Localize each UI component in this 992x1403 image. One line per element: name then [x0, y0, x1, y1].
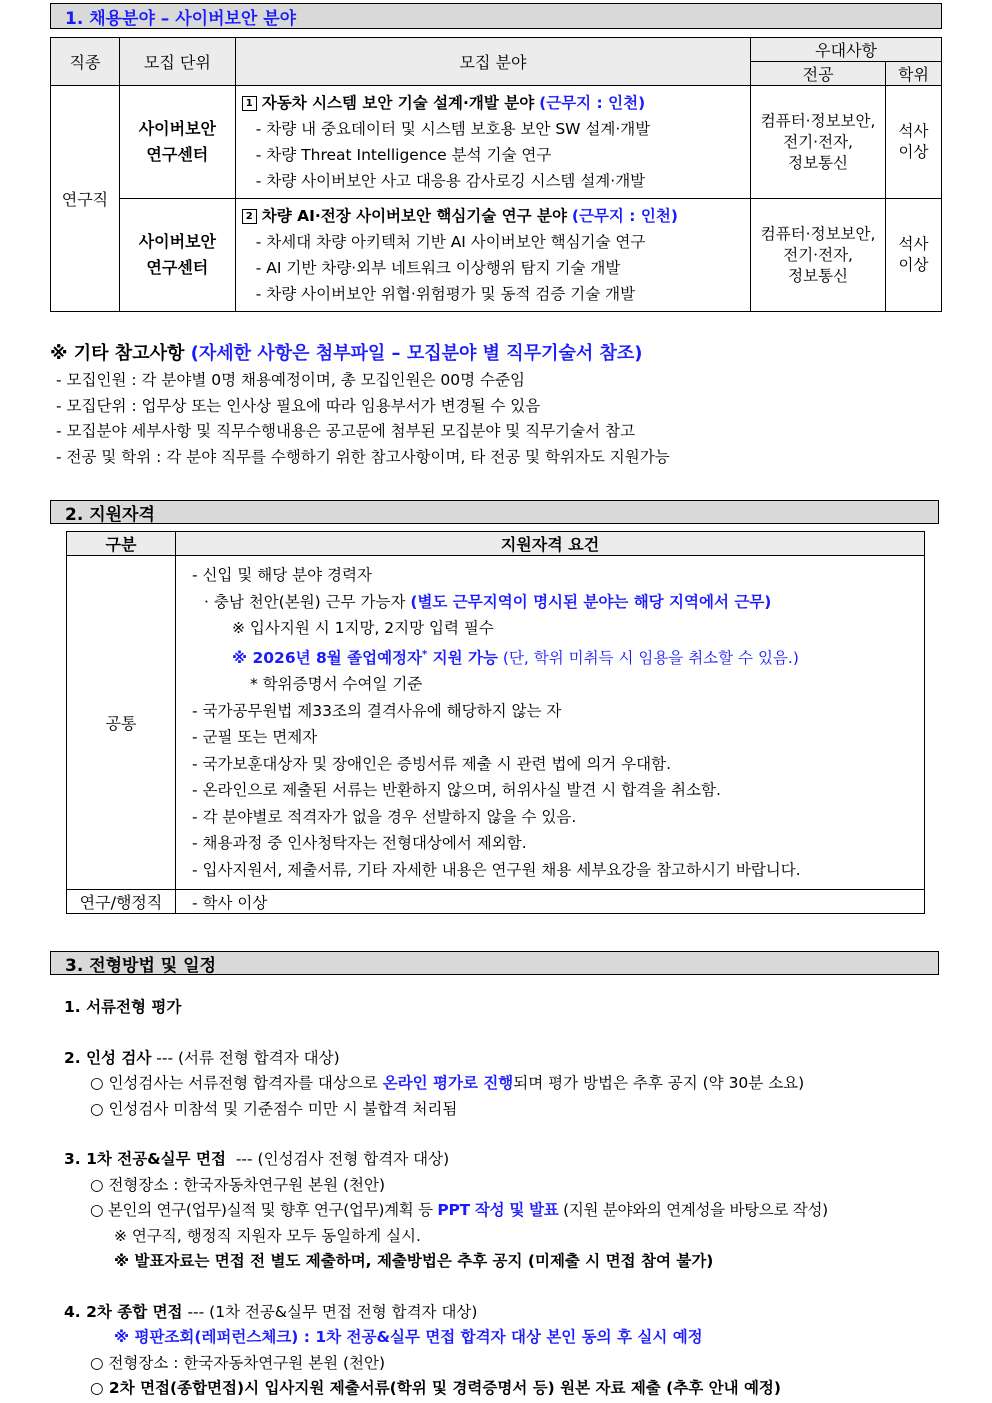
major-line: 전기·전자,: [783, 245, 853, 264]
req-line: [192, 589, 914, 616]
req-line: [192, 642, 914, 672]
step2-title: 2. 인성 검사: [64, 1048, 152, 1067]
unit-line: 사이버보안: [138, 119, 216, 138]
step-text-blue: 온라인 평가로 진행: [382, 1074, 514, 1092]
unit-line: 사이버보안: [138, 232, 216, 251]
req-line-text: · 충남 천안(본원) 근무 가능자: [204, 592, 406, 611]
step-text: ○ 본인의 연구(업무)실적 및 향후 연구(업무)계획 등: [90, 1201, 438, 1219]
step3-note-item: ※ 연구직, 행정직 지원자 모두 동일하게 실시.: [114, 1226, 421, 1245]
req-line: - 각 분야별로 적격자가 없을 경우 선발하지 않을 수 있음.: [192, 807, 577, 826]
step3-note-item: ※ 발표자료는 면접 전 별도 제출하며, 제출방법은 추후 공지 (미제출 시 면접 참여 불가): [114, 1252, 714, 1270]
header-major: 전공: [751, 62, 886, 86]
step4-note: --- (1차 전공&실무 면접 전형 합격자 대상): [182, 1302, 478, 1321]
step-text: (지원 분야와의 연계성을 바탕으로 작성): [558, 1201, 828, 1219]
degree-line: 석사: [898, 235, 929, 253]
step-text-blue: PPT 작성 및 발표: [437, 1201, 559, 1219]
list-item: - 전공 및 학위 : 각 분야 직무를 수행하기 위한 참고사항이며, 타 전공 및 학위자도 지원가능: [56, 447, 670, 466]
req-line: * 학위증명서 수여일 기준: [250, 675, 423, 694]
major-line: 컴퓨터·정보보안,: [760, 224, 876, 243]
unit-line: 연구센터: [146, 258, 209, 277]
req-line: - 국가공무원법 제33조의 결격사유에 해당하지 않는 자: [192, 701, 562, 720]
recruitment-table: [50, 37, 942, 312]
field-item: - 차량 내 중요데이터 및 시스템 보호용 보안 SW 설계·개발: [255, 120, 651, 138]
degree-line: 이상: [898, 256, 929, 274]
major-line: 정보통신: [788, 153, 849, 172]
req-line: ※ 입사지원 시 1지망, 2지망 입력 필수: [232, 619, 494, 637]
header-unit: 모집 단위: [119, 38, 235, 86]
req-line-blue: ※ 2026년 8월 졸업예정자: [232, 648, 422, 667]
field-title: 자동차 시스템 보안 기술 설계·개발 분야: [261, 94, 535, 112]
degree-cell: [886, 199, 942, 312]
step2-title-line: [64, 1046, 944, 1072]
step3-item: [64, 1198, 944, 1224]
req-line-blue: (별도 근무지역이 명시된 분야는 해당 지역에서 근무): [410, 592, 772, 611]
field-title: 차량 AI·전장 사이버보안 핵심기술 연구 분야: [261, 207, 567, 225]
step3-title-line: [64, 1147, 944, 1173]
table-row-unit: [119, 199, 235, 312]
field-cell: [235, 86, 750, 199]
field-item: - 차량 사이버보안 위협·위험평가 및 동적 검증 기술 개발: [255, 285, 636, 303]
req-line: - 온라인으로 제출된 서류는 반환하지 않으며, 허위사실 발견 시 합격을 취소함.: [192, 781, 721, 800]
req-line-blue-normal: (단, 학위 미취득 시 임용을 취소할 수 있음.): [502, 648, 799, 667]
table-row-unit: [119, 86, 235, 199]
research-label: 연구/행정직: [67, 890, 176, 914]
header-degree: 학위: [886, 62, 942, 86]
step3-item: ○ 전형장소 : 한국자동차연구원 본원 (천안): [90, 1175, 386, 1194]
job-type: 연구직: [51, 86, 120, 312]
field-location: (근무지 : 인천): [571, 207, 678, 225]
box-number: 2: [242, 209, 257, 224]
req-line: - 국가보훈대상자 및 장애인은 증빙서류 제출 시 관련 법에 의거 우대함.: [192, 754, 672, 773]
step4-item: ○ 전형장소 : 한국자동차연구원 본원 (천안): [90, 1353, 386, 1372]
list-item: - 모집분야 세부사항 및 직무수행내용은 공고문에 첨부된 모집분야 및 직무기술서 참고: [56, 422, 635, 440]
notes-title-prefix: ※ 기타 참고사항: [50, 343, 185, 364]
step2-note: --- (서류 전형 합격자 대상): [151, 1048, 340, 1067]
step4-title: 4. 2차 종합 면접: [64, 1302, 183, 1321]
step3-title: 3. 1차 전공&실무 면접: [64, 1150, 226, 1168]
header-pref: 우대사항: [751, 38, 942, 62]
list-item: - 모집인원 : 각 분야별 0명 채용예정이며, 총 모집인원은 00명 수준임: [56, 371, 525, 389]
field-location: (근무지 : 인천): [539, 94, 646, 112]
research-requirement: - 학사 이상: [176, 890, 925, 914]
major-line: 정보통신: [788, 266, 849, 285]
major-cell: [751, 199, 886, 312]
field-cell: [235, 199, 750, 312]
selection-steps: [64, 995, 944, 1402]
box-number: 1: [242, 96, 257, 111]
header-field: 모집 분야: [235, 38, 750, 86]
req-line: - 입사지원서, 제출서류, 기타 자세한 내용은 연구원 채용 세부요강을 참고하시기 바랍니다.: [192, 860, 801, 879]
footnote-mark: *: [422, 648, 428, 660]
major-line: 컴퓨터·정보보안,: [760, 111, 876, 130]
degree-cell: [886, 86, 942, 199]
step1-title: 1. 서류전형 평가: [64, 998, 182, 1016]
section3-title: 3. 전형방법 및 일정: [50, 951, 939, 975]
step4-item: ○ 2차 면접(종합면접)시 입사지원 제출서류(학위 및 경력증명서 등) 원본 자료 제출 (추후 안내 예정): [90, 1379, 781, 1397]
step2-item: ○ 인성검사 미참석 및 기준점수 미만 시 불합격 처리됨: [90, 1099, 458, 1118]
req-line-blue: 지원 가능: [427, 648, 498, 667]
step2-item: [64, 1071, 944, 1097]
major-line: 전기·전자,: [783, 132, 853, 151]
req-line: - 군필 또는 면제자: [192, 728, 318, 747]
field-item: - 차량 Threat Intelligence 분석 기술 연구: [255, 146, 552, 164]
step4-title-line: [64, 1300, 944, 1326]
notes-title: [50, 339, 643, 365]
degree-line: 이상: [898, 143, 929, 161]
notes-title-blue: (자세한 사항은 첨부파일 – 모집분야 별 직무기술서 참조): [190, 343, 643, 364]
common-requirements: [176, 556, 925, 890]
step-text: ○ 인성검사는 서류전형 합격자를 대상으로: [90, 1074, 383, 1092]
section2-title: 2. 지원자격: [50, 500, 939, 524]
header-job: 직종: [51, 38, 120, 86]
header-category: 구분: [67, 532, 176, 556]
degree-line: 석사: [898, 122, 929, 140]
notes-list: [56, 368, 670, 470]
step3-note: --- (인성검사 전형 합격자 대상): [225, 1150, 450, 1168]
req-line: - 신입 및 해당 분야 경력자: [192, 566, 372, 584]
common-label: 공통: [67, 556, 176, 890]
field-item: - 차세대 차량 아키텍처 기반 AI 사이버보안 핵심기술 연구: [255, 233, 646, 251]
step4-note-item: ※ 평판조회(레퍼런스체크) : 1차 전공&실무 면접 합격자 대상 본인 동의 후 실시 예정: [114, 1328, 703, 1346]
step-text: 되며 평가 방법은 추후 공지 (약 30분 소요): [513, 1074, 805, 1092]
list-item: - 모집단위 : 업무상 또는 인사상 필요에 따라 임용부서가 변경될 수 있음: [56, 396, 541, 415]
header-requirement: 지원자격 요건: [176, 532, 925, 556]
field-item: - 차량 사이버보안 사고 대응용 감사로깅 시스템 설계·개발: [255, 172, 646, 190]
field-item: - AI 기반 차량·외부 네트워크 이상행위 탐지 기술 개발: [255, 259, 621, 277]
unit-line: 연구센터: [146, 145, 209, 164]
req-line: - 채용과정 중 인사청탁자는 전형대상에서 제외함.: [192, 834, 527, 853]
qualification-table: [66, 531, 925, 914]
section1-title: 1. 채용분야 – 사이버보안 분야: [50, 3, 942, 29]
major-cell: [751, 86, 886, 199]
